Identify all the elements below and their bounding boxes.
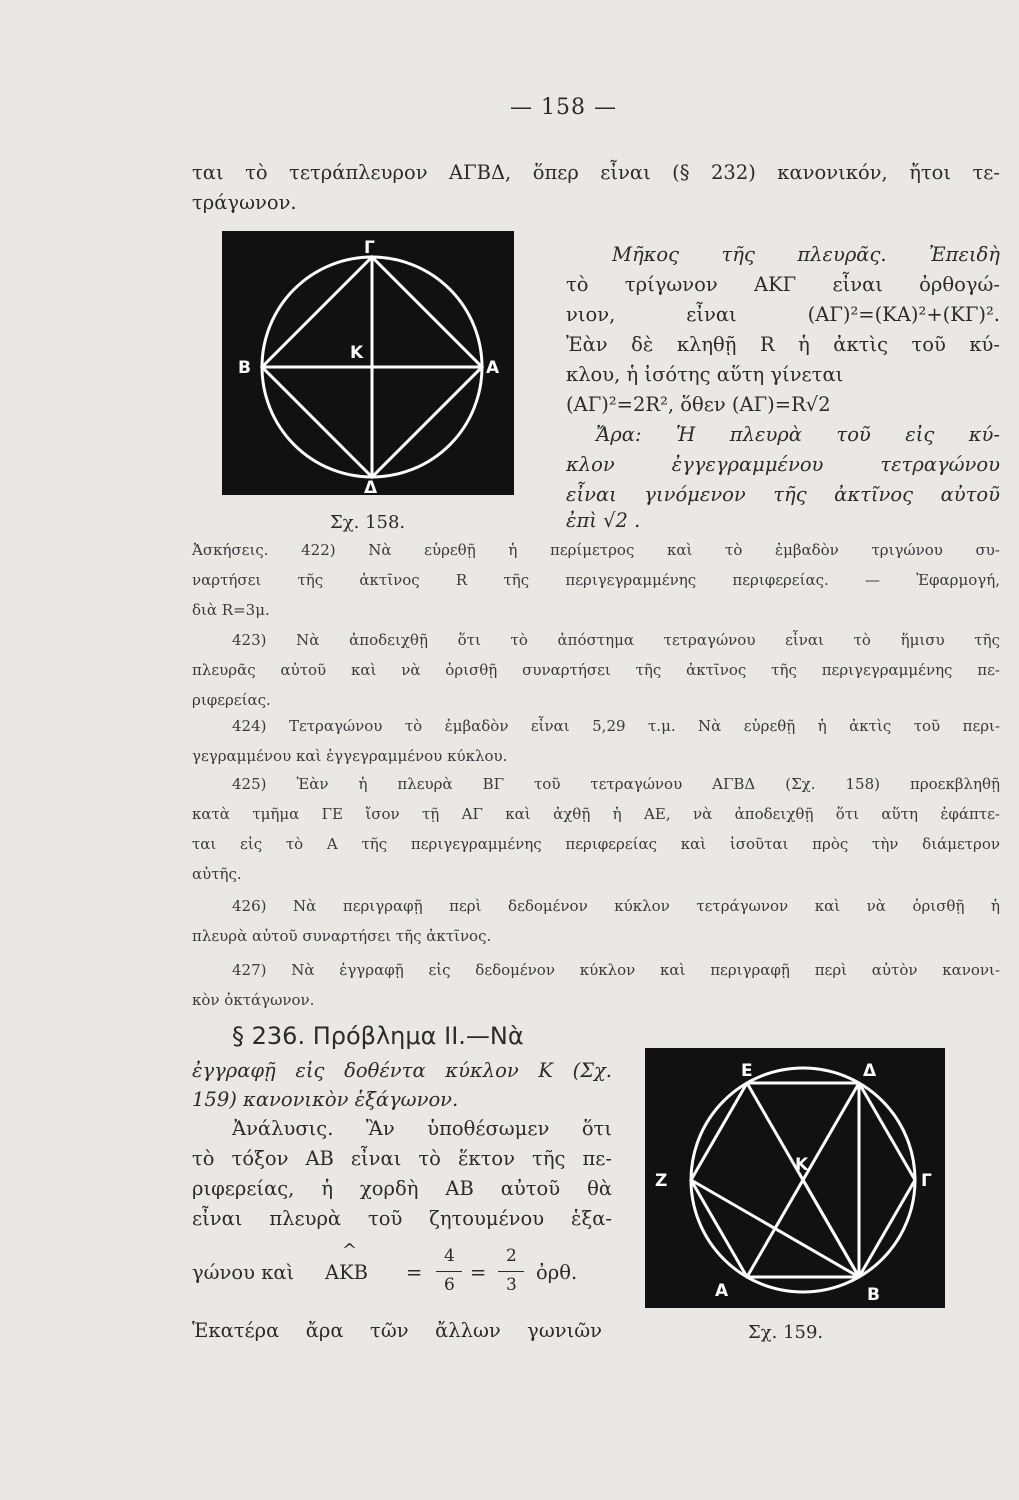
text-line: κλου, ἡ ἰσότης αὕτη γίνεται: [566, 363, 844, 386]
figure-159: [645, 1048, 945, 1308]
formula-equals: =: [470, 1261, 487, 1284]
frac1-bar: [436, 1271, 462, 1272]
exercise-line: πλευρᾶς αὐτοῦ καὶ νὰ ὁρισθῇ συναρτήσει τῆς ἀκτῖνος τῆς περιγεγραμμένης πε-: [192, 661, 1000, 679]
frac2-denominator: 3: [506, 1275, 517, 1295]
text-line: (ΑΓ)²=2R², ὅθεν (ΑΓ)=R√2: [566, 393, 831, 416]
exercise-line: γεγραμμένου καὶ ἐγγεγραμμένου κύκλου.: [192, 747, 508, 765]
text-line: Ἄρα: Ἡ πλευρὰ τοῦ εἰς κύ-: [596, 423, 1000, 446]
section-heading: § 236. Πρόβλημα ΙΙ.—Νὰ: [232, 1022, 524, 1050]
text-line: τὸ τόξον ΑΒ εἶναι τὸ ἕκτον τῆς πε-: [192, 1147, 612, 1170]
exercise-line: 425) Ἐὰν ἡ πλευρὰ ΒΓ τοῦ τετραγώνου ΑΓΒΔ (Σχ. 158) προεκβληθῇ: [232, 775, 1000, 793]
label-delta: Δ: [863, 1061, 877, 1081]
label-alpha: Α: [486, 358, 500, 378]
exercise-line: 427) Νὰ ἐγγραφῇ εἰς δεδομένον κύκλον καὶ περιγραφῇ περὶ αὐτὸν κανονι-: [232, 961, 1000, 979]
exercise-line: ται εἰς τὸ Α τῆς περιγεγραμμένης περιφερείας καὶ ἰσοῦται πρὸς τὴν διάμετρον: [192, 835, 1000, 853]
exercise-line: 424) Τετραγώνου τὸ ἐμβαδὸν εἶναι 5,29 τ.μ. Νὰ εὑρεθῇ ἡ ἀκτὶς τοῦ περι-: [232, 717, 1000, 735]
label-kappa: Κ: [795, 1155, 809, 1175]
formula-unit: ὀρθ.: [536, 1261, 578, 1284]
exercise-line: κατὰ τμῆμα ΓΕ ἴσον τῇ ΑΓ καὶ ἀχθῇ ἡ ΑΕ, νὰ ἀποδειχθῇ ὅτι αὕτη ἐφάπτε-: [192, 805, 1000, 823]
text-line: 159) κανονικὸν ἑξάγωνον.: [192, 1088, 459, 1111]
exercise-line: αὐτῆς.: [192, 865, 242, 883]
angle-formula: [192, 1240, 612, 1300]
text-line: Μῆκος τῆς πλευρᾶς. Ἐπειδὴ: [612, 243, 1000, 266]
exercise-line: Ἀσκήσεις. 422) Νὰ εὑρεθῇ ἡ περίμετρος καὶ τὸ ἐμβαδὸν τριγώνου συ-: [192, 541, 1000, 559]
label-zeta: Ζ: [655, 1171, 668, 1191]
exercise-line: πλευρὰ αὐτοῦ συναρτήσει τῆς ἀκτῖνος.: [192, 927, 492, 945]
exercise-line: 423) Νὰ ἀποδειχθῇ ὅτι τὸ ἀπόστημα τετραγώνου εἶναι τὸ ἥμισυ τῆς: [232, 631, 1000, 649]
text-line: κλον ἐγγεγραμμένου τετραγώνου: [566, 453, 1000, 476]
text-line: ἐπὶ √2 .: [566, 509, 641, 532]
label-epsilon: Ε: [741, 1061, 753, 1081]
text-line: Ἑκατέρα ἄρα τῶν ἄλλων γωνιῶν: [192, 1319, 602, 1342]
text-line: εἶναι πλευρὰ τοῦ ζητουμένου ἑξα-: [192, 1207, 612, 1230]
text-line: νιον, εἶναι (ΑΓ)²=(ΚΑ)²+(ΚΓ)².: [566, 303, 1000, 326]
frac2-bar: [498, 1271, 524, 1272]
formula-prefix: γώνου καὶ: [192, 1261, 295, 1284]
frac2-numerator: 2: [506, 1246, 517, 1266]
label-gamma: Γ: [921, 1171, 932, 1191]
exercise-line: ναρτήσει τῆς ἀκτῖνος R τῆς περιγεγραμμένης περιφερείας. — Ἐφαρμογή,: [192, 571, 1000, 589]
figure-159-drawing: [645, 1048, 945, 1308]
figure-158-drawing: [222, 231, 514, 495]
formula-angle: ΑΚΒ: [325, 1261, 368, 1284]
label-delta: Δ: [364, 478, 378, 495]
text-line: ριφερείας, ἡ χορδὴ ΑΒ αὐτοῦ θὰ: [192, 1177, 612, 1200]
text-line: τράγωνον.: [192, 191, 297, 214]
exercise-line: 426) Νὰ περιγραφῇ περὶ δεδομένον κύκλον τετράγωνον καὶ νὰ ὁρισθῇ ἡ: [232, 897, 1000, 915]
page-number: — 158 —: [510, 95, 617, 120]
exercise-line: διὰ R=3μ.: [192, 601, 270, 619]
frac1-denominator: 6: [444, 1275, 455, 1295]
text-line: Ἐὰν δὲ κληθῇ R ἡ ἀκτὶς τοῦ κύ-: [566, 333, 1000, 356]
text-line: εἶναι γινόμενον τῆς ἀκτῖνος αὐτοῦ: [566, 483, 1000, 506]
figure-159-caption: Σχ. 159.: [748, 1322, 824, 1343]
label-gamma: Γ: [364, 238, 375, 258]
label-beta: Β: [238, 358, 251, 378]
text-line: τὸ τρίγωνον ΑΚΓ εἶναι ὀρθογώ-: [566, 273, 1000, 296]
text-line: ται τὸ τετράπλευρον ΑΓΒΔ, ὅπερ εἶναι (§ 232) κανονικόν, ἤτοι τε-: [192, 161, 1000, 184]
exercise-line: ριφερείας.: [192, 691, 271, 709]
text-line: ἐγγραφῇ εἰς δοθέντα κύκλον Κ (Σχ.: [192, 1059, 612, 1082]
label-beta: Β: [867, 1285, 880, 1305]
exercise-line: κὸν ὀκτάγωνον.: [192, 991, 315, 1009]
frac1-numerator: 4: [444, 1246, 455, 1266]
label-alpha: Α: [715, 1281, 729, 1301]
figure-158: [222, 231, 514, 495]
formula-equals: =: [406, 1261, 423, 1284]
text-line: Ἀνάλυσις. Ἂν ὑποθέσωμεν ὅτι: [232, 1117, 612, 1140]
angle-hat: ^: [342, 1240, 358, 1261]
label-kappa: Κ: [350, 343, 364, 363]
figure-158-caption: Σχ. 158.: [330, 512, 406, 533]
